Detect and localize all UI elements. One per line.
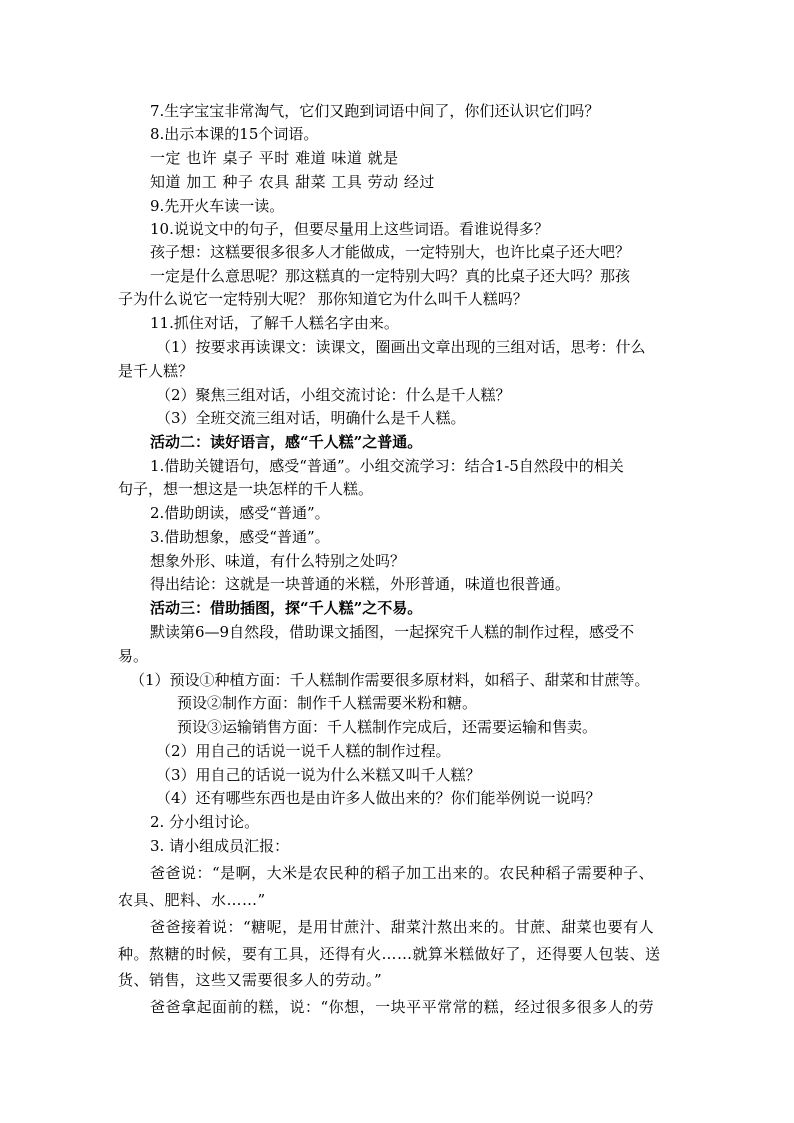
text-line: 孩子想：这糕要很多很多人才能做成，一定特别大，也许比桌子还大吧？ (150, 243, 631, 261)
quote-line: 爸爸说：“是啊，大米是农民种的稻子加工出来的。农民种稻子需要种子、 (150, 864, 655, 882)
text-line: （1）按要求再读课文：读课文，圈画出文章出现的三组对话，思考：什么 (156, 338, 646, 356)
vocab-line: 知道 加工 种子 农具 甜菜 工具 劳动 经过 (150, 173, 435, 191)
quote-line: 爸爸接着说：“糖呢，是用甘蔗汁、甜菜汁熬出来的。甘蔗、甜菜也要有人 (150, 918, 655, 936)
text-line: 3.借助想象，感受“普通”。 (150, 528, 330, 546)
quote-line: 爸爸拿起面前的糕，说：“你想，一块平平常常的糕，经过很多很多人的劳 (150, 998, 655, 1016)
text-line: 子为什么说它一定特别大呢？ 那你知道它为什么叫千人糕吗？ (118, 290, 528, 308)
text-line: 9.先开火车读一读。 (150, 197, 285, 215)
text-line: 2.借助朗读，感受“普通”。 (150, 504, 330, 522)
text-line: （3）用自己的话说一说为什么米糕又叫千人糕？ (156, 766, 481, 784)
text-line: 7.生字宝宝非常淘气，它们又跑到词语中间了，你们还认识它们吗？ (150, 102, 600, 120)
text-line: 得出结论：这就是一块普通的米糕，外形普通，味道也很普通。 (150, 575, 571, 593)
text-line: 1.借助关键语句，感受“普通”。小组交流学习：结合1-5自然段中的相关 (150, 457, 624, 475)
text-line: 2. 分小组讨论。 (150, 813, 260, 831)
quote-line: 种。熬糖的时候，要有工具，还得有火……就算米糕做好了，还得要人包装、送 (118, 945, 661, 963)
text-line: 10.说说文中的句子，但要尽量用上这些词语。看谁说得多？ (150, 220, 549, 238)
section-heading: 活动三：借助插图，探“千人糕”之不易。 (150, 599, 423, 617)
text-line: 易。 (118, 647, 149, 665)
text-line: 3. 请小组成员汇报： (150, 837, 290, 855)
text-line: 是千人糕？ (118, 362, 194, 380)
text-line: （2）聚焦三组对话，小组交流讨论：什么是千人糕？ (156, 386, 511, 404)
quote-line: 农具、肥料、水……” (118, 891, 266, 909)
text-line: 11.抓住对话，了解千人糕名字由来。 (150, 314, 399, 332)
vocab-line: 一定 也许 桌子 平时 难道 味道 就是 (150, 149, 399, 167)
text-line: （2）用自己的话说一说千人糕的制作过程。 (156, 742, 451, 760)
text-line: 8.出示本课的15个词语。 (150, 125, 319, 143)
text-line: （3）全班交流三组对话，明确什么是千人糕。 (156, 409, 466, 427)
text-line: 预设③运输销售方面：千人糕制作完成后，还需要运输和售卖。 (177, 718, 598, 736)
quote-line: 货、销售，这些又需要很多人的劳动。” (118, 971, 383, 989)
text-line: 默读第6—9自然段，借助课文插图，一起探究千人糕的制作过程，感受不 (150, 623, 635, 641)
text-line: （4）还有哪些东西也是由许多人做出来的？你们能举例说一说吗？ (156, 789, 601, 807)
text-line: 想象外形、味道，有什么特别之处吗？ (150, 552, 406, 570)
text-line: （1）预设①种植方面：千人糕制作需要很多原材料，如稻子、甜菜和甘蔗等。 (130, 671, 650, 689)
text-line: 预设②制作方面：制作千人糕需要米粉和糖。 (177, 694, 478, 712)
text-line: 一定是什么意思呢？那这糕真的一定特别大吗？真的比桌子还大吗？那孩 (150, 267, 631, 285)
text-line: 句子，想一想这是一块怎样的千人糕。 (118, 480, 374, 498)
section-heading: 活动二：读好语言，感“千人糕”之普通。 (150, 433, 423, 451)
